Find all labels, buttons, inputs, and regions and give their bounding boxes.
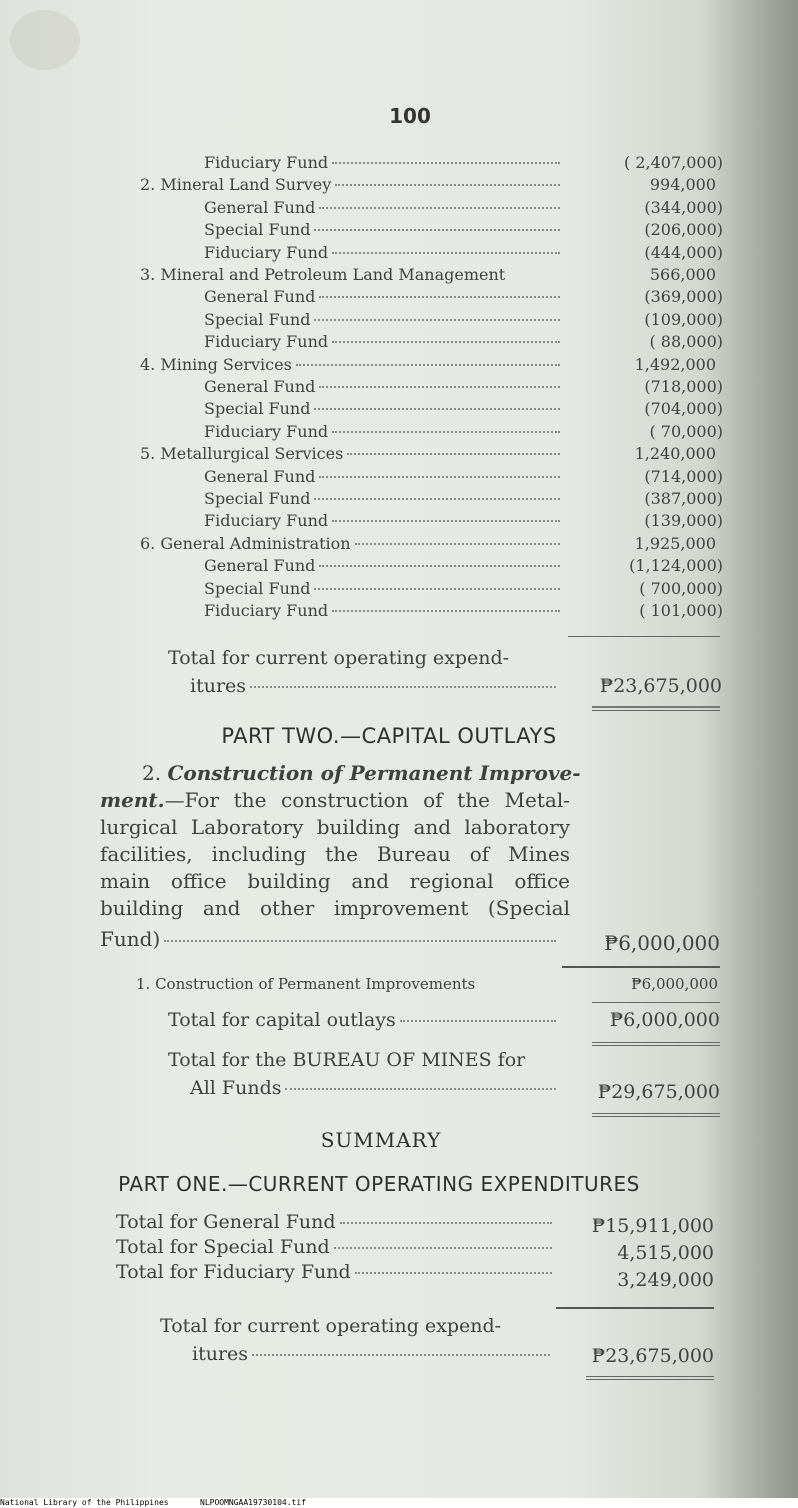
operating-item-value: 566,000 xyxy=(649,265,716,284)
total-capital-row xyxy=(0,1006,798,1034)
operating-item-row xyxy=(0,309,798,331)
operating-item-value: (139,000) xyxy=(644,511,723,531)
total-bureau-value: ₱29,675,000 xyxy=(597,1081,720,1103)
leader-dots xyxy=(332,162,560,164)
operating-item-value: (444,000) xyxy=(644,242,723,262)
construction-item-label: 1. Construction of Permanent Improvements xyxy=(136,975,476,993)
operating-item-label: General Fund xyxy=(204,287,316,307)
summary-total-line1: Total for current operating expend- xyxy=(160,1315,502,1337)
leader-dots xyxy=(319,565,560,567)
operating-item-row xyxy=(0,197,798,219)
leader-dots xyxy=(285,1088,556,1090)
leader-dots xyxy=(319,296,560,298)
operating-item-row xyxy=(0,398,798,420)
para-line-5: building and other improvement (Special xyxy=(100,896,570,920)
operating-item-label: General Fund xyxy=(204,556,316,576)
operating-item-value: ( 70,000) xyxy=(649,421,723,441)
leader-dots xyxy=(296,364,560,366)
leader-dots xyxy=(250,686,556,688)
operating-item-label: Special Fund xyxy=(204,399,311,419)
operating-item-row xyxy=(0,443,798,465)
para-line-1: —For the construction of the Metal- xyxy=(164,788,570,812)
operating-item-row xyxy=(0,376,798,398)
double-rule xyxy=(592,1042,720,1043)
operating-item-label: 5. Metallurgical Services xyxy=(140,444,344,464)
summary-row-value: 4,515,000 xyxy=(617,1242,714,1264)
rule-before-capital-total xyxy=(592,1002,720,1003)
double-rule xyxy=(592,1116,720,1117)
operating-item-value: 1,492,000 xyxy=(634,354,716,374)
operating-item-label: General Fund xyxy=(204,197,316,217)
leader-dots xyxy=(252,1354,550,1356)
operating-item-label: Fiduciary Fund xyxy=(204,153,329,172)
summary-row-label: Total for Special Fund xyxy=(116,1236,330,1258)
leader-dots xyxy=(334,1247,552,1249)
leader-dots xyxy=(332,341,560,343)
operating-item-row xyxy=(0,466,798,488)
operating-item-label: Fiduciary Fund xyxy=(204,421,329,441)
paper-stain xyxy=(10,10,80,70)
leader-dots xyxy=(400,1020,556,1022)
operating-item-row xyxy=(0,600,798,622)
summary-row xyxy=(0,1235,798,1264)
operating-item-value: (387,000) xyxy=(644,489,723,508)
operating-item-value: (1,124,000) xyxy=(629,556,723,576)
operating-item-value: (369,000) xyxy=(644,287,723,307)
operating-item-label: General Fund xyxy=(204,466,316,486)
operating-item-label: Special Fund xyxy=(204,220,311,240)
operating-item-row xyxy=(0,578,798,600)
operating-item-row xyxy=(0,421,798,443)
construction-item-value: ₱6,000,000 xyxy=(631,975,718,993)
leader-dots xyxy=(355,1272,552,1274)
leader-dots xyxy=(335,184,560,186)
operating-item-label: 4. Mining Services xyxy=(140,354,292,374)
leader-dots xyxy=(314,408,560,410)
operating-item-value: (704,000) xyxy=(644,399,723,419)
operating-item-value: ( 700,000) xyxy=(639,578,723,598)
para-number: 2. xyxy=(142,761,162,785)
summary-row xyxy=(0,1260,798,1291)
total-current-line2: itures xyxy=(190,675,247,697)
rule-after-para xyxy=(562,966,720,968)
leader-dots xyxy=(340,1222,552,1224)
double-rule xyxy=(592,710,720,711)
para-value: ₱6,000,000 xyxy=(604,931,720,955)
operating-item-value: (206,000) xyxy=(644,220,723,240)
operating-item-row xyxy=(0,242,798,264)
summary-total-line2: itures xyxy=(192,1343,249,1365)
operating-item-label: Special Fund xyxy=(204,578,311,598)
para-line-4: main office building and regional office xyxy=(100,869,570,893)
operating-item-label: 2. Mineral Land Survey xyxy=(140,175,332,195)
summary-row-label: Total for General Fund xyxy=(116,1211,336,1233)
leader-dots xyxy=(332,431,560,433)
rule-before-summary-total xyxy=(556,1307,714,1309)
para-line-3: facilities, including the Bureau of Mines xyxy=(100,842,570,866)
leader-dots xyxy=(319,476,560,478)
footer-file: NLPOOMNGAA19730104.tif xyxy=(200,1498,306,1507)
leader-dots xyxy=(319,386,560,388)
page-number: 100 xyxy=(389,104,431,128)
para-title-line1: Construction of Permanent Improve- xyxy=(167,761,581,785)
operating-item-value: ( 88,000) xyxy=(649,332,723,352)
total-current-value: ₱23,675,000 xyxy=(599,675,722,697)
para-title-line2: ment. xyxy=(100,788,165,812)
operating-item-row xyxy=(0,488,798,510)
leader-dots xyxy=(332,520,560,522)
double-rule xyxy=(586,1379,714,1380)
double-rule xyxy=(592,1113,720,1114)
leader-dots xyxy=(347,453,560,455)
operating-item-row xyxy=(0,354,798,376)
part-one-heading: PART ONE.—CURRENT OPERATING EXPENDITURES xyxy=(118,1172,640,1196)
summary-row-value: 3,249,000 xyxy=(617,1269,714,1291)
operating-item-label: Special Fund xyxy=(204,309,311,329)
operating-item-row xyxy=(0,286,798,308)
leader-dots xyxy=(314,319,560,321)
operating-item-label: Special Fund xyxy=(204,489,311,508)
operating-item-value: (714,000) xyxy=(644,466,723,486)
operating-item-label: Fiduciary Fund xyxy=(204,601,329,620)
construction-paragraph xyxy=(100,760,581,922)
operating-item-row xyxy=(0,555,798,577)
operating-item-row xyxy=(0,510,798,532)
para-line-2: lurgical Laboratory building and laboratory xyxy=(100,815,570,839)
leader-dots xyxy=(355,543,560,545)
summary-row-label: Total for Fiduciary Fund xyxy=(116,1261,351,1283)
operating-item-value: 1,240,000 xyxy=(634,444,716,464)
leader-dots xyxy=(314,588,560,590)
operating-item-value: ( 101,000) xyxy=(639,601,723,620)
double-rule xyxy=(586,1376,714,1377)
leader-dots xyxy=(319,207,560,209)
operating-item-value: (109,000) xyxy=(644,309,723,329)
leader-dots xyxy=(164,940,556,942)
leader-dots xyxy=(314,229,560,231)
construction-item-row xyxy=(0,973,798,995)
total-current-line1: Total for current operating expend- xyxy=(168,647,510,669)
operating-item-row xyxy=(0,264,798,286)
footer-library: National Library of the Philippines xyxy=(0,1498,169,1507)
para-line-6: Fund) xyxy=(100,927,161,951)
operating-item-value: 994,000 xyxy=(649,175,716,195)
operating-item-label: 6. General Administration xyxy=(140,533,351,553)
operating-item-label: General Fund xyxy=(204,377,316,396)
scan-footer xyxy=(0,1498,798,1508)
summary-total-value: ₱23,675,000 xyxy=(591,1345,714,1367)
operating-item-value: (344,000) xyxy=(644,197,723,217)
operating-item-row xyxy=(0,219,798,241)
summary-row xyxy=(0,1210,798,1235)
operating-item-row xyxy=(0,174,798,196)
part-two-heading: PART TWO.—CAPITAL OUTLAYS xyxy=(221,724,557,748)
total-bureau-line2: All Funds xyxy=(190,1077,282,1099)
total-capital-label: Total for capital outlays xyxy=(168,1009,396,1031)
double-rule xyxy=(592,706,720,708)
operating-item-label: Fiduciary Fund xyxy=(204,242,329,262)
para-fund-row xyxy=(0,925,798,953)
operating-item-row xyxy=(0,331,798,353)
total-capital-value: ₱6,000,000 xyxy=(609,1009,720,1031)
operating-item-label: Fiduciary Fund xyxy=(204,332,329,352)
operating-item-value: ( 2,407,000) xyxy=(624,153,723,172)
operating-item-row xyxy=(0,533,798,555)
rule-before-total-current xyxy=(568,636,720,637)
leader-dots xyxy=(332,610,560,612)
total-bureau-line1: Total for the BUREAU OF MINES for xyxy=(168,1049,526,1071)
summary-heading: SUMMARY xyxy=(320,1128,442,1152)
operating-item-value: (718,000) xyxy=(644,377,723,396)
leader-dots xyxy=(314,498,560,500)
operating-item-value: 1,925,000 xyxy=(634,533,716,553)
summary-row-value: ₱15,911,000 xyxy=(591,1215,714,1237)
operating-item-row xyxy=(0,152,798,174)
operating-item-label: Fiduciary Fund xyxy=(204,511,329,531)
operating-item-label: 3. Mineral and Petroleum Land Management xyxy=(140,265,506,284)
leader-dots xyxy=(332,252,560,254)
